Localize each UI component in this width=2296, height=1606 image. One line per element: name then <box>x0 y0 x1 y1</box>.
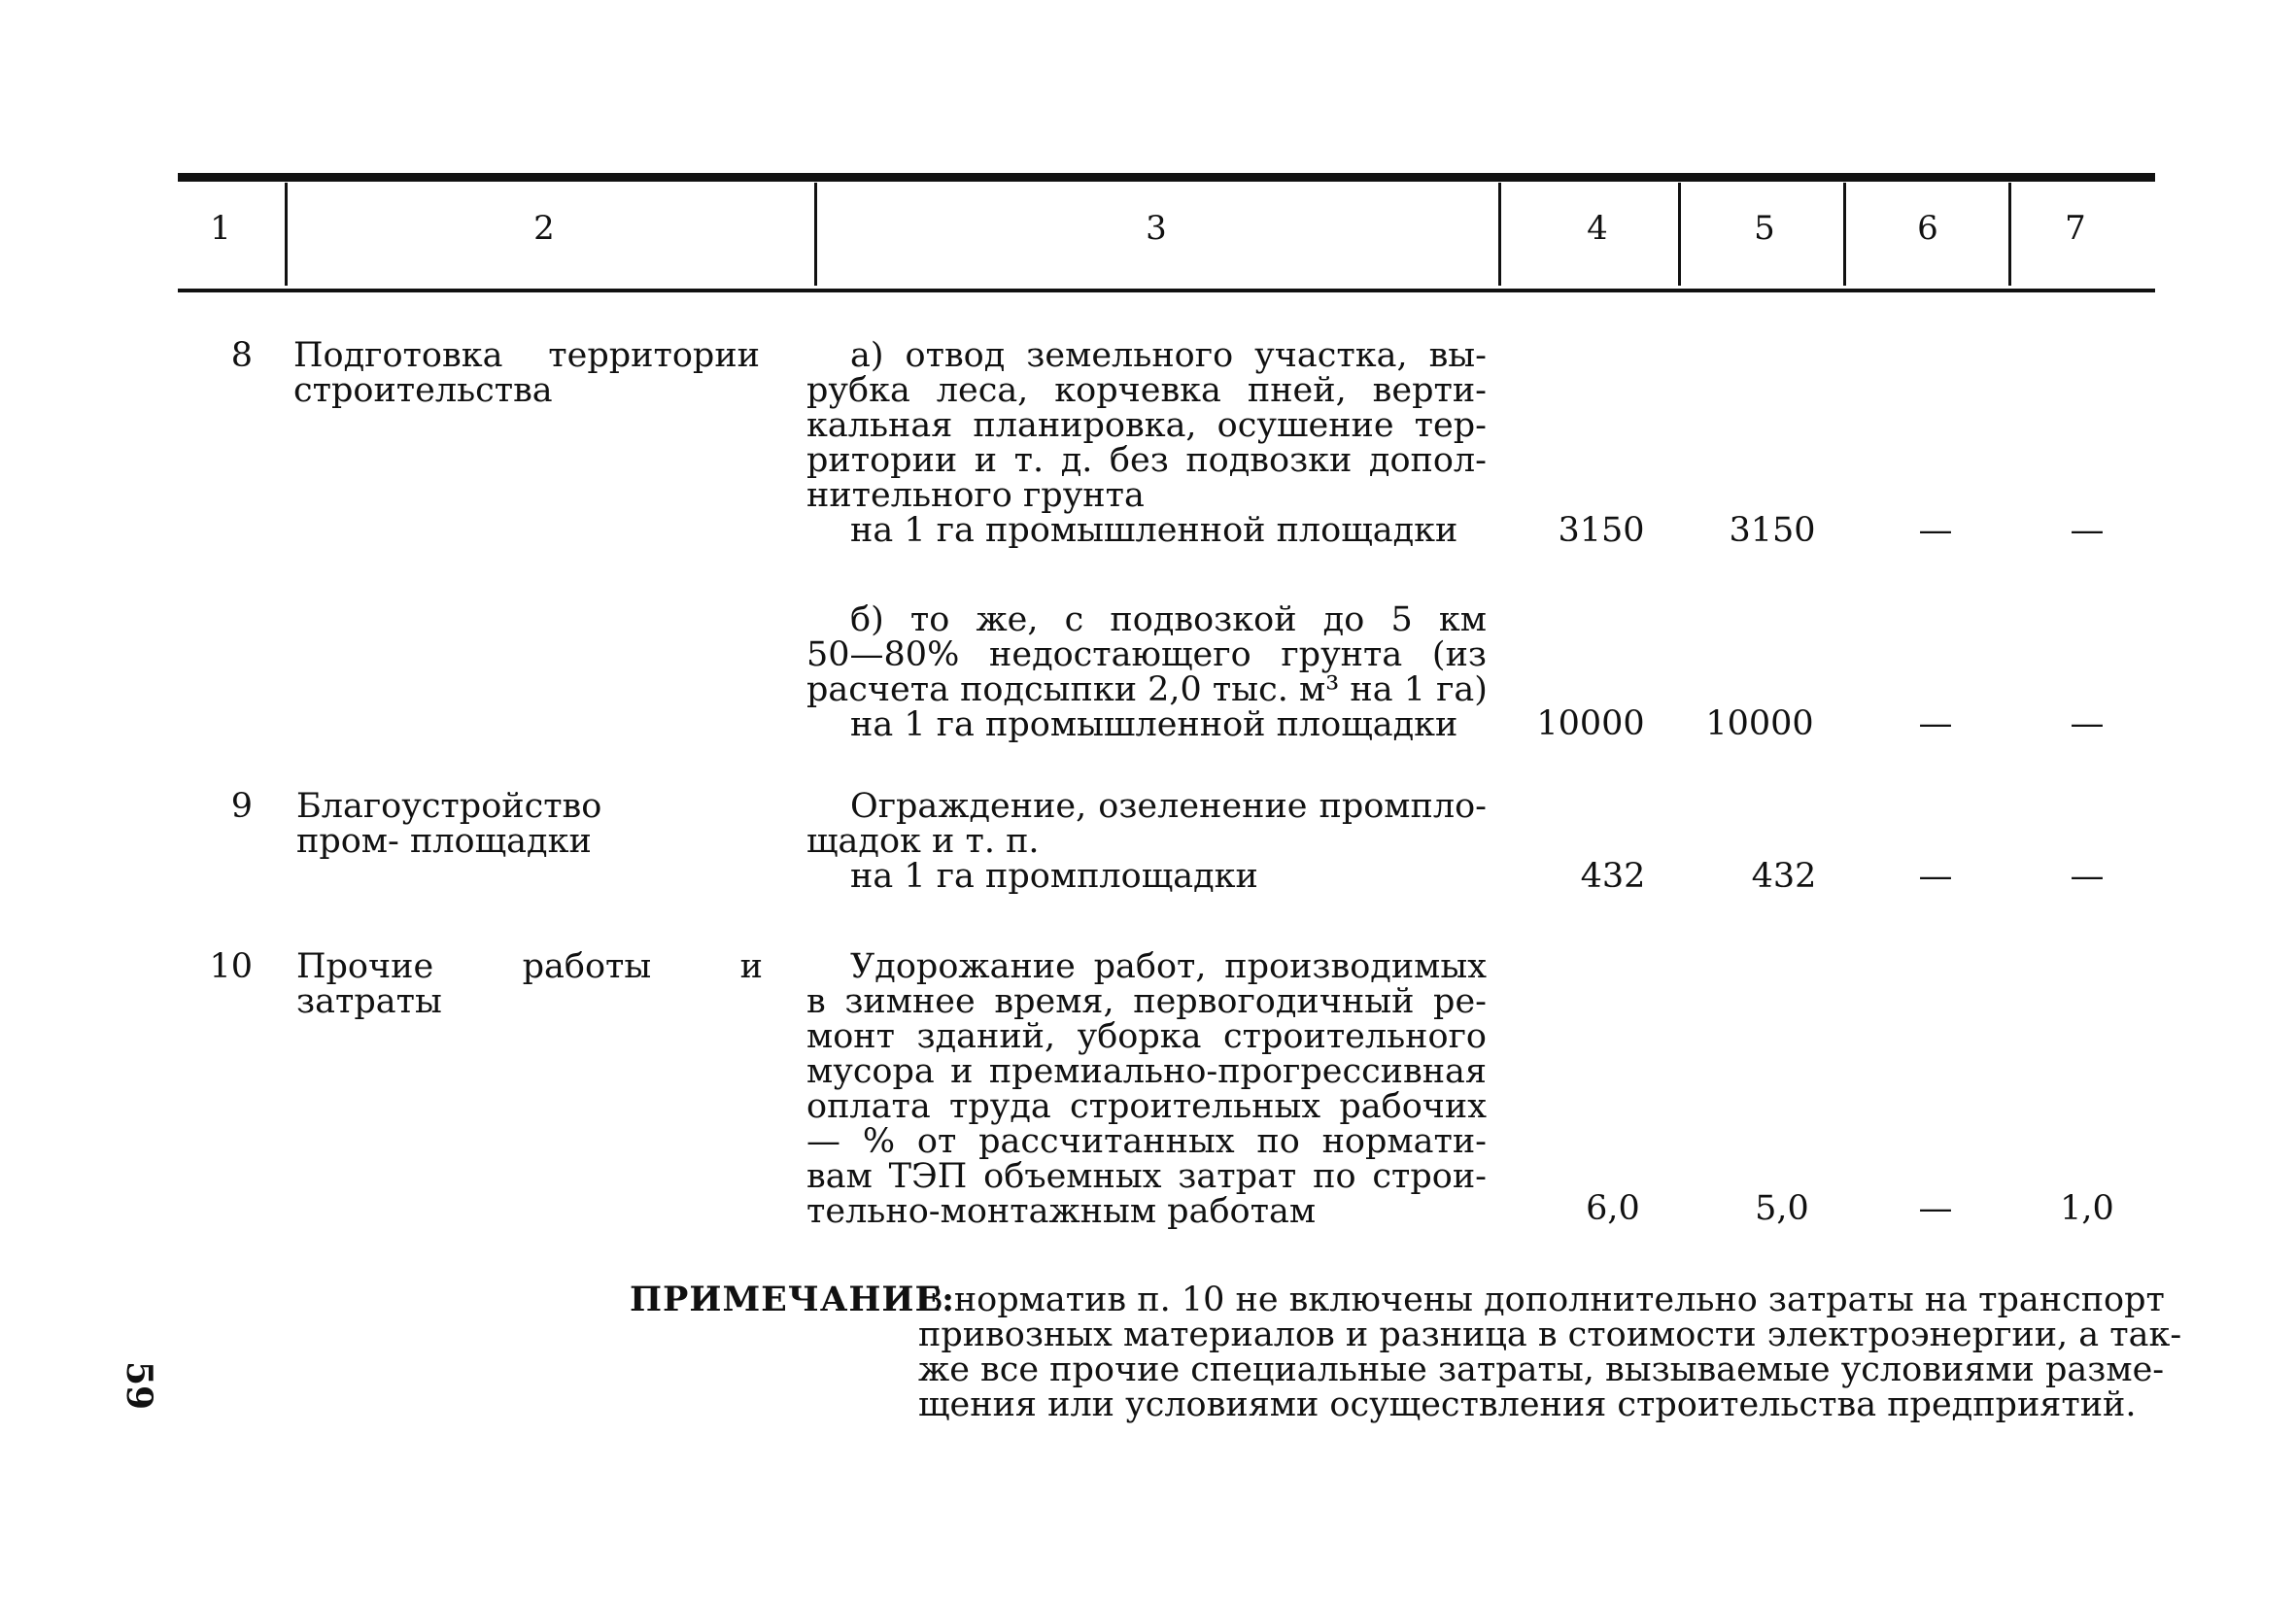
description-line: щадок и т. п. <box>806 822 1040 861</box>
column-divider <box>1498 183 1501 286</box>
note-line: привозных материалов и разница в стоимости электроэнергии, а так- <box>918 1316 2182 1354</box>
page-number: 59 <box>119 1360 160 1411</box>
column-header: 6 <box>1917 209 1938 248</box>
value-col7: — <box>2070 511 2105 550</box>
row-name: Благоустройство пром- площадки <box>296 787 602 861</box>
value-col7: — <box>2070 857 2105 896</box>
description-line: мусора и премиально-прогрессивная <box>806 1052 1487 1091</box>
column-divider <box>814 183 817 286</box>
value-col6: — <box>1918 511 1953 550</box>
column-divider <box>1843 183 1846 286</box>
column-header: 3 <box>1146 209 1167 248</box>
unit-line: на 1 га промышленной площадки <box>850 511 1458 550</box>
description-line: Ограждение, озеленение промпло- <box>850 787 1487 826</box>
note-line: же все прочие специальные затраты, вызываемые условиями разме- <box>918 1350 2165 1389</box>
description-line: вам ТЭП объемных затрат по строи- <box>806 1157 1487 1196</box>
row-number: 9 <box>230 787 253 826</box>
description-line: б) то же, с подвозкой до 5 км <box>850 600 1487 639</box>
value-col6: — <box>1918 704 1953 743</box>
value-col5: 432 <box>1751 857 1817 896</box>
value-col7: 1,0 <box>2060 1189 2114 1228</box>
value-col4: 6,0 <box>1586 1189 1640 1228</box>
description-line: тельно-монтажным работам <box>806 1192 1317 1231</box>
value-col4: 432 <box>1580 857 1646 896</box>
column-divider <box>2008 183 2011 286</box>
row-name: Прочие работы и затраты <box>296 947 763 1021</box>
row-name: Подготовка территории строительства <box>293 336 760 410</box>
column-header: 1 <box>210 209 231 248</box>
table-top-rule <box>178 173 2155 182</box>
description-line: оплата труда строительных рабочих <box>806 1087 1487 1126</box>
table-header-rule <box>178 289 2155 292</box>
value-col4: 3150 <box>1558 511 1645 550</box>
value-col5: 10000 <box>1705 704 1814 743</box>
description-line: 50—80% недостающего грунта (из <box>806 635 1487 674</box>
row-description <box>806 602 1487 742</box>
description-line: ритории и т. д. без подвозки допол- <box>806 441 1487 480</box>
value-col6: — <box>1918 857 1953 896</box>
row-description <box>806 949 1487 1229</box>
value-col5: 5,0 <box>1755 1189 1809 1228</box>
column-header: 2 <box>533 209 555 248</box>
value-col4: 10000 <box>1536 704 1645 743</box>
unit-line: на 1 га промплощадки <box>850 857 1258 896</box>
column-header: 4 <box>1587 209 1608 248</box>
row-description <box>806 338 1487 548</box>
description-line: расчета подсыпки 2,0 тыс. м³ на 1 га) <box>806 670 1488 709</box>
value-col5: 3150 <box>1729 511 1816 550</box>
value-col7: — <box>2070 704 2105 743</box>
note-line: щения или условиями осуществления строительства предприятий. <box>918 1385 2137 1424</box>
column-divider <box>1678 183 1681 286</box>
description-line: а) отвод земельного участка, вы- <box>850 336 1487 375</box>
note-label: ПРИМЕЧАНИЕ: <box>630 1280 956 1319</box>
unit-line: на 1 га промышленной площадки <box>850 705 1458 744</box>
description-line: — % от рассчитанных по нормати- <box>806 1122 1487 1161</box>
note-text <box>918 1281 2182 1424</box>
value-col6: — <box>1918 1189 1953 1228</box>
description-line: монт зданий, уборка строительного <box>806 1017 1487 1056</box>
description-line: рубка леса, корчевка пней, верти- <box>806 371 1487 410</box>
column-header: 7 <box>2065 209 2086 248</box>
description-line: кальная планировка, осушение тер- <box>806 406 1487 445</box>
description-line: нительного грунта <box>806 476 1145 515</box>
column-header: 5 <box>1754 209 1775 248</box>
description-line: Удорожание работ, производимых <box>850 947 1487 986</box>
row-number: 10 <box>209 947 253 986</box>
row-number: 8 <box>230 336 253 375</box>
row-description <box>806 789 1487 894</box>
description-line: в зимнее время, первогодичный ре- <box>806 982 1487 1021</box>
note-line: В норматив п. 10 не включены дополнительно затраты на транспорт <box>918 1281 2165 1319</box>
column-divider <box>285 183 288 286</box>
